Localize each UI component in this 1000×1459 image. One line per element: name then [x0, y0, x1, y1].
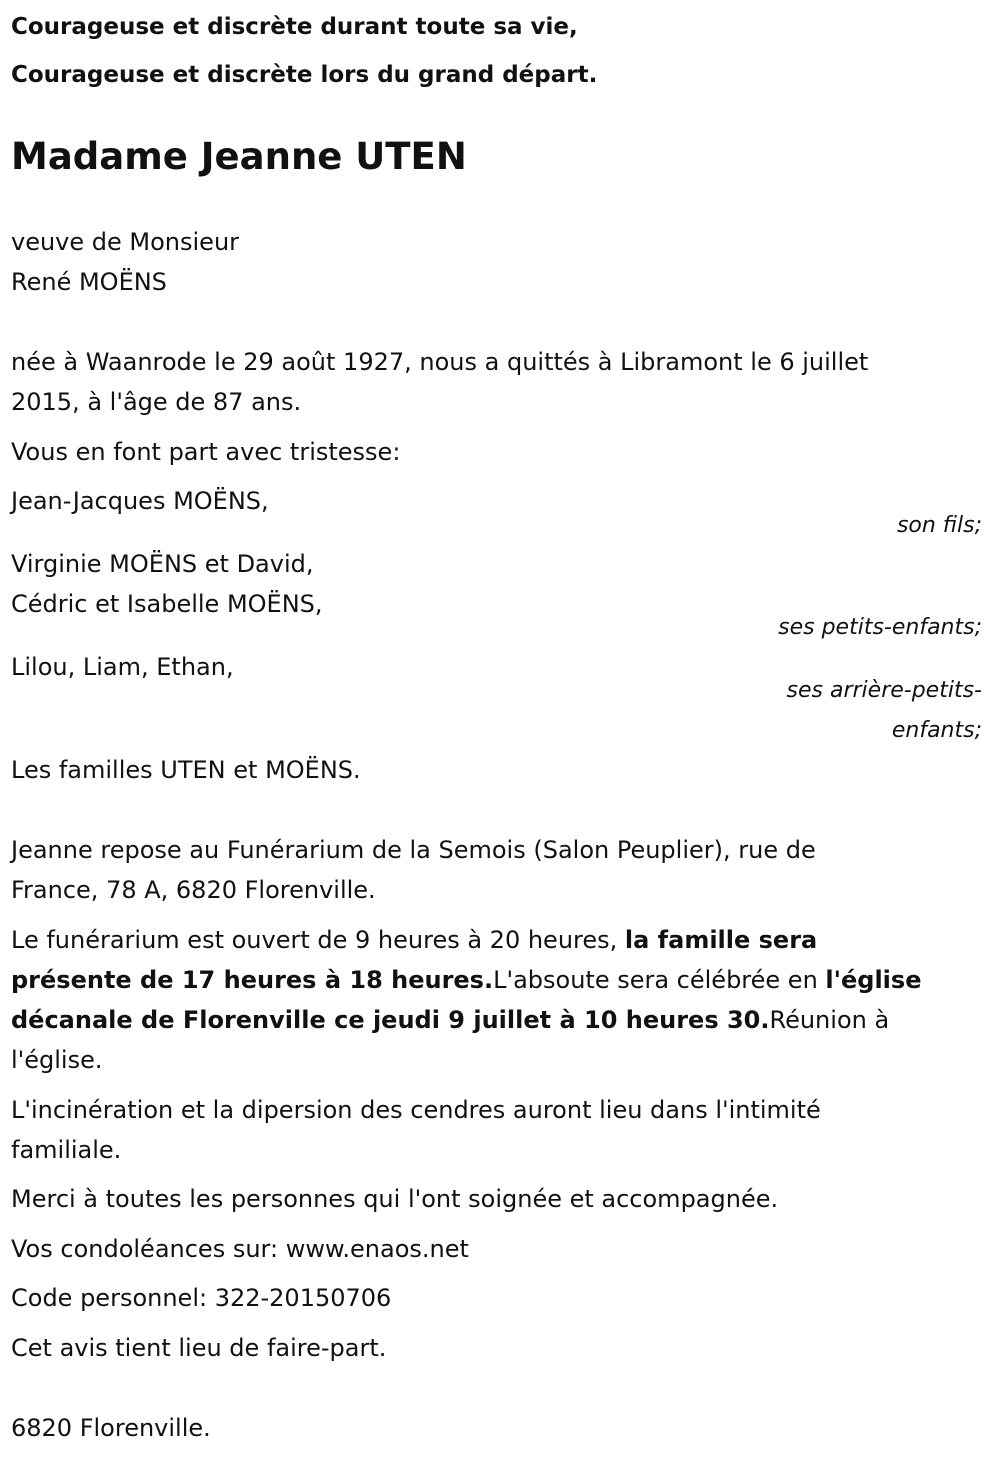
great-grandchildren: Lilou, Liam, Ethan, [11, 653, 234, 681]
cremation-line-2: familiale. [11, 1136, 122, 1164]
epigraph-line-2: Courageuse et discrète lors du grand départ. [11, 62, 598, 88]
grandchild-2: Cédric et Isabelle MOËNS, [11, 590, 323, 618]
family-presence-hours: présente de 17 heures à 18 heures. [11, 966, 494, 994]
family-presence-text: la famille sera [624, 926, 818, 954]
condolences-text: Vos condoléances sur: www.enaos.net [11, 1235, 469, 1263]
great-grandchildren-relation-2: enfants; [891, 718, 982, 743]
hours-text: Le funérarium est ouvert de 9 heures à 20 heures, [11, 926, 625, 954]
announcement-text: Vous en font part avec tristesse: [11, 438, 401, 466]
meeting-text: Réunion à [769, 1006, 890, 1034]
personal-code: Code personnel: 322-20150706 [11, 1284, 392, 1312]
ceremony-details: décanale de Florenville ce jeudi 9 juillet à 10 heures 30. [11, 1006, 770, 1034]
repose-line-1: Jeanne repose au Funérarium de la Semois (Salon Peuplier), rue de [11, 836, 816, 864]
birth-death-line-2: 2015, à l'âge de 87 ans. [11, 388, 302, 416]
hours-line-1 [11, 920, 991, 960]
hours-line-2 [11, 960, 991, 1000]
cremation-line-1: L'incinération et la dipersion des cendres auront lieu dans l'intimité [11, 1096, 821, 1124]
repose-line-2: France, 78 A, 6820 Florenville. [11, 876, 376, 904]
church-text: l'église [825, 966, 922, 994]
son-relation: son fils; [896, 513, 982, 538]
widow-line-2: René MOËNS [11, 268, 167, 296]
families-line: Les familles UTEN et MOËNS. [11, 756, 361, 784]
deceased-name: Madame Jeanne UTEN [11, 135, 467, 178]
hours-line-4: l'église. [11, 1046, 103, 1074]
son-name: Jean-Jacques MOËNS, [11, 487, 269, 515]
great-grandchildren-relation-1: ses arrière-petits- [786, 678, 982, 703]
birth-death-line-1: née à Waanrode le 29 août 1927, nous a quittés à Libramont le 6 juillet [11, 348, 869, 376]
absoute-text: L'absoute sera célébrée en [493, 966, 826, 994]
address-text: 6820 Florenville. [11, 1414, 211, 1442]
grandchild-1: Virginie MOËNS et David, [11, 550, 314, 578]
notice-text: Cet avis tient lieu de faire-part. [11, 1334, 387, 1362]
hours-line-3 [11, 1000, 991, 1040]
thanks-text: Merci à toutes les personnes qui l'ont soignée et accompagnée. [11, 1185, 779, 1213]
epigraph-line-1: Courageuse et discrète durant toute sa vie, [11, 14, 578, 40]
widow-line-1: veuve de Monsieur [11, 228, 240, 256]
grandchildren-relation: ses petits-enfants; [778, 615, 982, 640]
